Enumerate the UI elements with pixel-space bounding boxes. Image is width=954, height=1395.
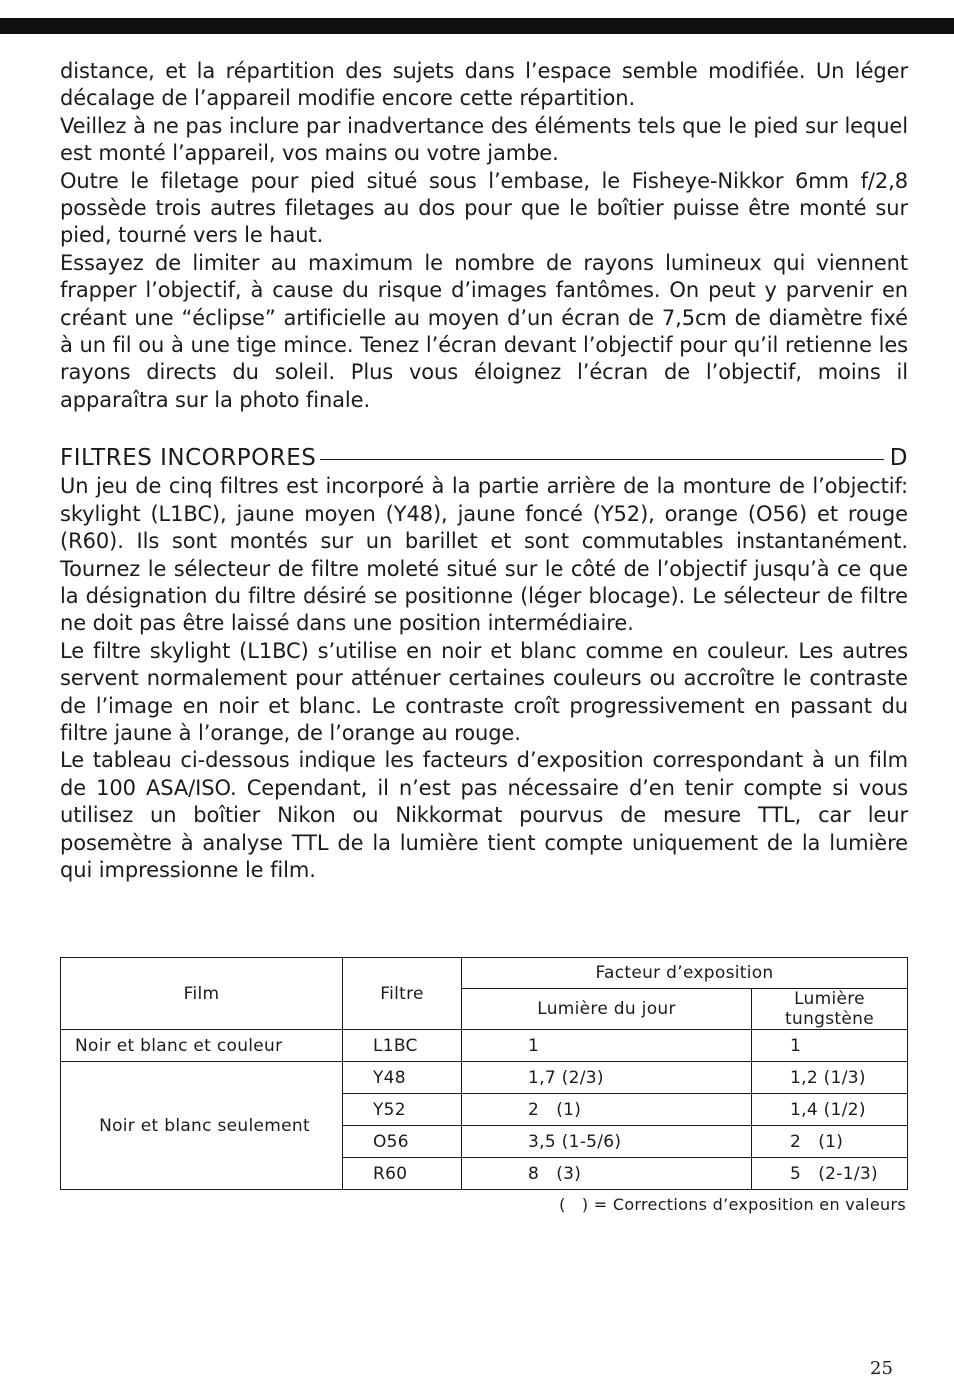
filtre-cell: O56 — [343, 1126, 462, 1158]
header-tungstene: Lumière tungstène — [752, 989, 908, 1030]
jour-cell: 3,5 (1-5/6) — [462, 1126, 752, 1158]
page-body — [60, 58, 908, 884]
filtre-cell: R60 — [343, 1158, 462, 1190]
section-marker: D — [889, 445, 908, 472]
section-heading — [60, 443, 908, 473]
table-row — [61, 1030, 908, 1062]
table-footnote: ( ) = Corrections d’exposition en valeurs — [559, 1195, 906, 1214]
filtre-cell: Y52 — [343, 1094, 462, 1126]
intro-paragraph-4: Essayez de limiter au maximum le nombre de rayons lumineux qui viennent frapper l’objectif, à cause du risque d’images fantômes. On peut y parvenir en créant une “éclipse” artificielle au moyen d’un écran de 7,5cm de diamètre fixé à un fil ou à une tige mince. Tenez l’écran devant l’objectif pour qu’il retienne les rayons directs du soleil. Plus vous éloignez l’écran de l’objectif, moins il apparaîtra sur la photo finale. — [60, 250, 908, 412]
top-border-bar — [0, 18, 954, 34]
section-paragraph-3: Le tableau ci-dessous indique les facteurs d’exposition correspondant à un film de 100 ASA/ISO. Cependant, il n’est pas nécessaire d’en tenir compte si vous utilisez un boîtier Nikon ou Nikkormat pourvus de mesure TTL, car leur posemètre à analyse TTL de la lumière tient compte uniquement de la lumière qui impressionne le film. — [60, 748, 908, 882]
film-cell: Noir et blanc seulement — [61, 1062, 343, 1190]
header-film: Film — [61, 958, 343, 1030]
film-cell: Noir et blanc et couleur — [61, 1030, 343, 1062]
exposure-table-block — [60, 957, 908, 1214]
section-paragraph-2: Le filtre skylight (L1BC) s’utilise en noir et blanc comme en couleur. Les autres servent normalement pour atténuer certaines couleurs ou accroître le contraste de l’image en noir et blanc. Le contraste croît progressivement en passant du filtre jaune à l’orange, de l’orange au rouge. — [60, 638, 908, 745]
page-number: 25 — [870, 1358, 893, 1379]
tungstene-cell: 1,2 (1/3) — [752, 1062, 908, 1094]
jour-cell: 1,7 (2/3) — [462, 1062, 752, 1094]
jour-cell: 8 (3) — [462, 1158, 752, 1190]
intro-paragraph-2: Veillez à ne pas inclure par inadvertance des éléments tels que le pied sur lequel est monté l’appareil, vos mains ou votre jambe. — [60, 113, 908, 166]
jour-cell: 2 (1) — [462, 1094, 752, 1126]
tungstene-cell: 1,4 (1/2) — [752, 1094, 908, 1126]
intro-paragraph-3: Outre le filetage pour pied situé sous l’embase, le Fisheye-Nikkor 6mm f/2,8 possède trois autres filetages au dos pour que le boîtier puisse être monté sur pied, tourné vers le haut. — [60, 168, 908, 248]
header-facteur: Facteur d’exposition — [462, 958, 908, 989]
section-paragraph-1: Un jeu de cinq filtres est incorporé à la partie arrière de la monture de l’objectif: skylight (L1BC), jaune moyen (Y48), jaune foncé (Y52), orange (O56) et rouge (R60). Ils sont montés sur un barillet et sont commutables instantanément. Tournez le sélecteur de filtre moleté situé sur le côté de l’objectif jusqu’à ce que la désignation du filtre désiré se positionne (léger blocage). Le sélecteur de filtre ne doit pas être laissé dans une position intermédiaire. — [60, 474, 908, 636]
section-title: FILTRES INCORPORES — [60, 445, 317, 472]
tungstene-cell: 2 (1) — [752, 1126, 908, 1158]
header-filtre: Filtre — [343, 958, 462, 1030]
filtre-cell: Y48 — [343, 1062, 462, 1094]
heading-rule — [320, 459, 883, 460]
header-jour: Lumière du jour — [462, 989, 752, 1030]
jour-cell: 1 — [462, 1030, 752, 1062]
table-row — [61, 1062, 908, 1094]
tungstene-cell: 1 — [752, 1030, 908, 1062]
intro-paragraph-1: distance, et la répartition des sujets dans l’espace semble modifiée. Un léger décalage de l’appareil modifie encore cette répartition. — [60, 59, 908, 111]
filtre-cell: L1BC — [343, 1030, 462, 1062]
tungstene-cell: 5 (2-1/3) — [752, 1158, 908, 1190]
table-header-row — [61, 958, 908, 989]
exposure-factor-table — [60, 957, 908, 1190]
